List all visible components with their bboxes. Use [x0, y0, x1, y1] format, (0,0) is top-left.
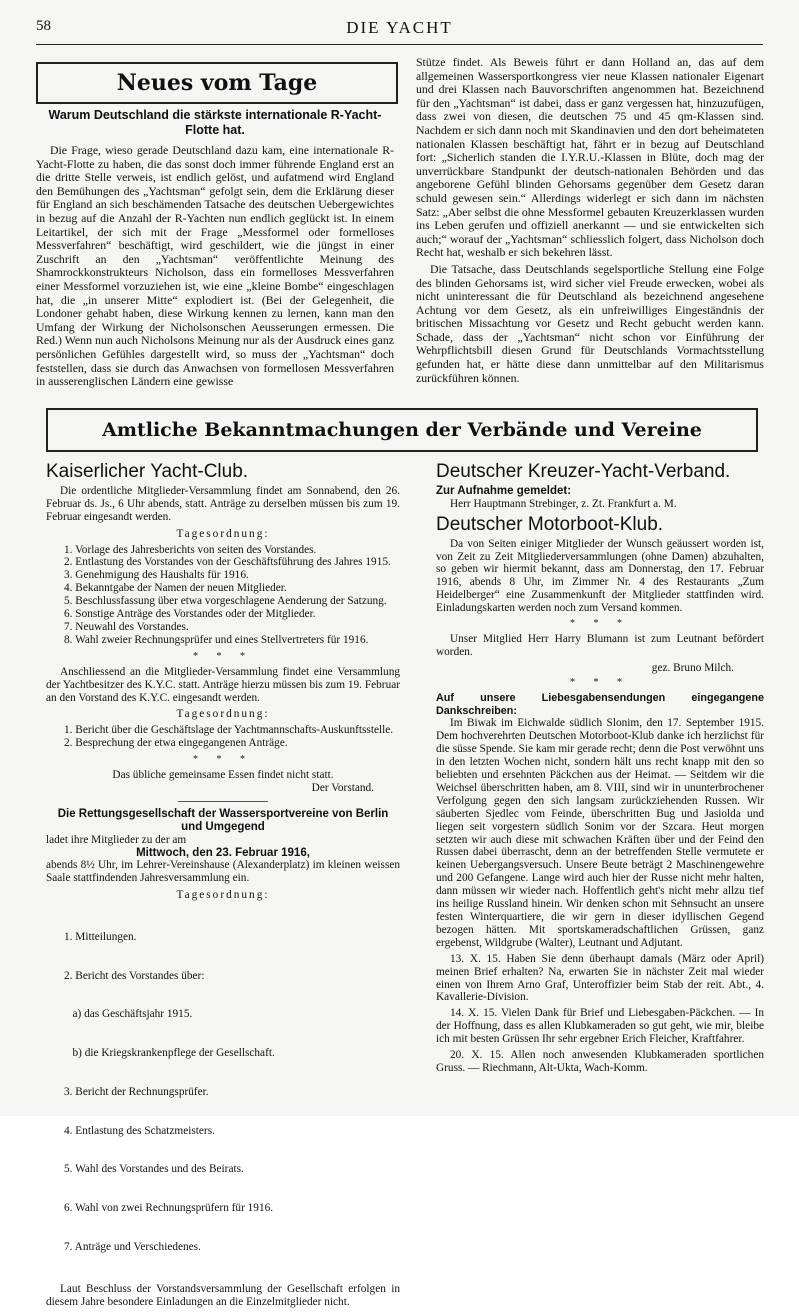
dmk-signature: gez. Bruno Milch. — [651, 661, 734, 674]
rettung-details: abends 8½ Uhr, im Lehrer-Vereinshause (Alexanderplatz) im kleinen weissen Saale stattfindenden Jahresversammlung ein. — [46, 859, 400, 885]
kyc-agenda2 — [64, 724, 400, 750]
dmk-name: Deutscher Motorboot-Klub. — [436, 513, 664, 535]
kyc-intro: Die ordentliche Mitglieder-Versammlung findet am Sonnabend, den 26. Februar ds. Js., 6 Uhr abends, statt. Anträge zu derselben müssen bis zum 19. Februar eingesandt werden. — [46, 484, 400, 523]
dmk-letter-1: Im Biwak im Eichwalde südlich Slonim, den 17. September 1915. Dem hochverehrten Deutschen Motorboot-Klub danke ich herzlichst für die süsse Spende. Sie kam mir gerade recht; denn die Post verwöhnt uns in den letzten Wochen nicht, sondern hält uns recht knapp mit den so beliebten und ersehnten Päckchen aus der Heimat. — Seitdem wir die Weichsel überschritten haben, am 8. VIII, sind wir in ununterbrochener Verfolgung gegen den sich langsam zurückziehenden Russen. Wir säuberten Sjedlec vom Feinde, überschritten Bug und Jasiolda und liegen seit vorgestern südlich Sonim vor der Szcara. Heut morgen setzten wir auch diese mit schwachen Kräften über und der Feind den Russen dabei überrascht, denn an der betreffenden Stelle vermutete er keinen Uebergangsversuch. Unsere Beute beträgt 2 Maschinengewehre und 200 Gefangene. Lange wird auch hier der Russe nicht mehr halten, dann müssen wir wieder nach. Hoffentlich geht's nicht mehr allzu tief ins heilige Russland hinein. Wir denken schon mit Sehnsucht an unsere festen Winterquartiere, die wir gern in dieser idyllischen Gegend bezogen hätten. Mit sportskameradschaftlichen Grüssen, ganz ergebenst, Wildgrube (Walter), Leutnant und Adjutant. — [436, 717, 764, 949]
separator-stars: * * * — [570, 618, 630, 630]
list-item: 4. Entlastung des Schatzmeisters. — [64, 1124, 215, 1137]
dkyv-label: Zur Aufnahme gemeldet: — [436, 484, 572, 497]
dkyv-name: Deutscher Kreuzer-Yacht-Verband. — [436, 461, 731, 482]
list-item: 3. Bericht der Rechnungsprüfer. — [64, 1085, 209, 1098]
dmk-p1: Da von Seiten einiger Mitglieder der Wunsch geäussert worden ist, von Zeit zu Zeit Mitgliederversammlungen (ohne Damen) abzuhalten, so geben wir hiermit bekannt, dass am Donnerstag, den 17. Februar 1916, abends 8 Uhr, im Zimmer Nr. 4 des Restaurants „Zum Heidelberger“ eine Zusammenkunft der Mitglieder stattfinden wird. Einladungskarten werden noch zum Versand kommen. — [436, 537, 764, 615]
rettung-agenda-heading: Tagesordnung: — [176, 889, 270, 902]
news-right-column — [416, 56, 764, 388]
dmk-letter-4: 20. X. 15. Allen noch anwesenden Klubkameraden sportlichen Gruss. — Riechmann, Alt-Ukta, Wach-Komm. — [436, 1049, 764, 1074]
header-rule — [36, 44, 763, 45]
news-left-text: Die Frage, wieso gerade Deutschland dazu kam, eine internationale R-Yacht-Flotte zu haben, die das sonst doch immer führende England erst an die dritte Stelle verweis, ist endlich gelöst, und aufatmend wird England den Bemühungen des „Yachtsman“ gefolgt sein, dem die Erklärung dieser für England an sich beschämenden Tatsache des deutschen Uebergewichtes in bezug auf die Anzahl der R-Yachten nun endlich geglückt ist. In einem Leitartikel, der sich mit der Frage „Messformel oder formelloses Messverfahren“ beschäftigt, wird geschildert, wie die jüngst in einer Zuschrift an den „Yachtsman“ veröffentlichte Meinung des Shamrockkonstrukteurs Nicholson, dass ein formelloses Messverfahren einer Messformel vorzuziehen ist, wie eine „kleine Bombe“ eingeschlagen hat, die „in unserer Mitte“ explodiert ist. (Bei der Gelegenheit, die Londoner gehabt haben, diese Wirkung kennen zu lernen, kann man den Umfang der Wirkung der Nicholsonschen Aeusserungen ermessen. Die Red.) Wenn nun auch Nicholsons Meinung nur als der Ausdruck eines ganz persönlichen Gefühles dargestellt wird, so muss der „Yachtsman“ doch feststellen, dass sie durch das Anwachsen von formellosen Messverfahren in ausserenglischen Ländern eine gewisse — [36, 143, 394, 389]
separator-stars: * * * — [193, 754, 253, 766]
section-title-news: Neues vom Tage — [36, 62, 398, 104]
list-item: 6. Sonstige Anträge des Vorstandes oder der Mitglieder. — [64, 608, 316, 621]
section-title-announcements: Amtliche Bekanntmachungen der Verbände und Vereine — [46, 408, 758, 452]
list-item: 3. Genehmigung des Haushalts für 1916. — [64, 569, 249, 582]
dmk-thanks-heading: Auf unsere Liebesgabensendungen eingegangene Dankschreiben: — [436, 691, 764, 717]
dkyv-entry: Herr Hauptmann Strebinger, z. Zt. Frankfurt a. M. — [450, 497, 677, 510]
rettung-invite: ladet ihre Mitglieder zu der am — [46, 833, 187, 846]
kyc-signature: Der Vorstand. — [311, 781, 374, 794]
list-item: 4. Bekanntgabe der Namen der neuen Mitglieder. — [64, 582, 287, 595]
page-header — [36, 18, 763, 42]
separator-stars: * * * — [193, 650, 253, 662]
news-right-p2: Die Tatsache, dass Deutschlands segelsportliche Stellung eine Folge des blinden Gehorsams ist, wird sicher viel Freude erwecken, wobei als nicht uninteressant die für Deutschland als bezeichnend angesehene Achtung vor dem Gesetz, als ein unfreiwilliges Eingeständnis der britischen Missachtung vor Gesetz und Recht gebucht werden kann. Schade, dass der „Yachtsman“ nicht schon vor Einführung der Wehrpflichtsbill diesen Grund für Deutschlands Vormachtsstellung gefunden hat, er hätte diese dann unmittelbar auf den Militarismus zurückführen können. — [416, 261, 764, 385]
list-item: 2. Bericht des Vorstandes über: — [64, 969, 205, 982]
list-item: 7. Neuwahl des Vorstandes. — [64, 620, 189, 633]
rettung-closing: Laut Beschluss der Vorstandsversammlung der Gesellschaft erfolgen in diesem Jahre besondere Einladungen an die Einzelmitglieder nicht. — [46, 1283, 400, 1309]
news-right-p1: Stütze findet. Als Beweis führt er dann Holland an, das auf dem allgemeinen Wassersportkongress vier neue Klassen nationaler Eigenart und drei Klassen nach Bauvorschriften angenommen hat. Bezeichnend für den „Yachtsman“ ist dabei, dass er ganz vergessen hat, hinzuzufügen, dass zwei von diesen, die deutschen 75 und 45 qm-Klassen sind. Nachdem er sich dann noch mit Skandinavien und den dort beheimateten nationalen Klassen beschäftigt hat, fährt er in bezug auf Deutschland fort: „Sicherlich standen die I.Y.R.U.-Klassen in Blüte, doch mag der unverrückbare Standpunkt der deutsch-nationalen Behörden und das angeborene Gefühl blinden Gehorsams gegenüber dem Gesetz daran schuld gewesen sein.“ Allerdings widerlegt er sich dann im nächsten Satz: „Aber selbst die ohne Messformel gebauten Kreuzerklassen wurden ins Leben gerufen und offiziell anerkannt — und sie entwickelten sich auch;“ worauf der „Yachtsman“ schliesslich folgert, dass Nicholson doch Recht hat, weshalb er sich bekehren lässt. — [416, 55, 764, 260]
kyc-agenda — [64, 544, 400, 647]
divider — [178, 801, 268, 802]
kyc-closing: Das übliche gemeinsame Essen findet nicht statt. — [112, 769, 334, 782]
running-title: DIE YACHT — [346, 18, 453, 37]
kyc-name: Kaiserlicher Yacht-Club. — [46, 461, 249, 482]
announcements-right-column — [436, 461, 764, 1078]
kyc-agenda2-heading: Tagesordnung: — [176, 708, 270, 721]
list-item: 2. Besprechung der etwa eingegangenen Anträge. — [64, 737, 288, 750]
list-item: 1. Bericht über die Geschäftslage der Yachtmannschafts-Auskunftsstelle. — [64, 724, 394, 737]
list-item: 2. Entlastung des Vorstandes von der Geschäftsführung des Jahres 1915. — [64, 556, 391, 569]
list-item: a) das Geschäftsjahr 1915. — [64, 1008, 193, 1021]
news-subtitle: Warum Deutschland die stärkste internationale R-Yacht-Flotte hat. — [48, 108, 382, 137]
list-item: 5. Wahl des Vorstandes und des Beirats. — [64, 1163, 244, 1176]
list-item: 5. Beschlussfassung über etwa vorgeschlagene Aenderung der Satzung. — [64, 595, 387, 608]
list-item: b) die Kriegskrankenpflege der Gesellschaft. — [64, 1047, 275, 1060]
rettung-agenda — [64, 905, 400, 1279]
rettung-date: Mittwoch, den 23. Februar 1916, — [136, 846, 310, 859]
kyc-second: Anschliessend an die Mitglieder-Versammlung findet eine Versammlung der Yachtbesitzer des K.Y.C. statt. Anträge hierzu müssen bis zum 19. Februar an den Vorstand des K.Y.C. eingesandt werden. — [46, 665, 400, 704]
announcements-left-column — [46, 461, 400, 1312]
dmk-p2: Unser Mitglied Herr Harry Blumann ist zum Leutnant befördert worden. — [436, 632, 764, 658]
rettung-heading: Die Rettungsgesellschaft der Wassersportvereine von Berlin und Umgegend — [57, 807, 389, 833]
list-item: 1. Vorlage des Jahresberichts von seiten des Vorstandes. — [64, 543, 317, 556]
dmk-letter-3: 14. X. 15. Vielen Dank für Brief und Liebesgaben-Päckchen. — In der Hoffnung, dass es allen Klubkameraden so gut geht, wie mir, bleibe ich mit besten Grüssen Ihr sehr ergebner Erich Fleicher, Kraftfahrer. — [436, 1007, 764, 1046]
news-left-column — [36, 108, 394, 392]
list-item: 6. Wahl von zwei Rechnungsprüfern für 1916. — [64, 1202, 274, 1215]
list-item: 7. Anträge und Verschiedenes. — [64, 1240, 201, 1253]
kyc-agenda-heading: Tagesordnung: — [176, 527, 270, 540]
list-item: 8. Wahl zweier Rechnungsprüfer und eines Stellvertreters für 1916. — [64, 633, 369, 646]
list-item: 1. Mitteilungen. — [64, 931, 137, 943]
separator-stars: * * * — [570, 676, 630, 688]
dmk-letter-2: 13. X. 15. Haben Sie denn überhaupt damals (März oder April) meinen Brief erhalten? Na, erwarten Sie in nächster Zeit mal wieder einen von Ihrem Arno Graf, Unteroffizier beim Stab der reit. Abt., 4. Kavallerie-Division. — [436, 952, 764, 1004]
page-number: 58 — [36, 18, 51, 34]
